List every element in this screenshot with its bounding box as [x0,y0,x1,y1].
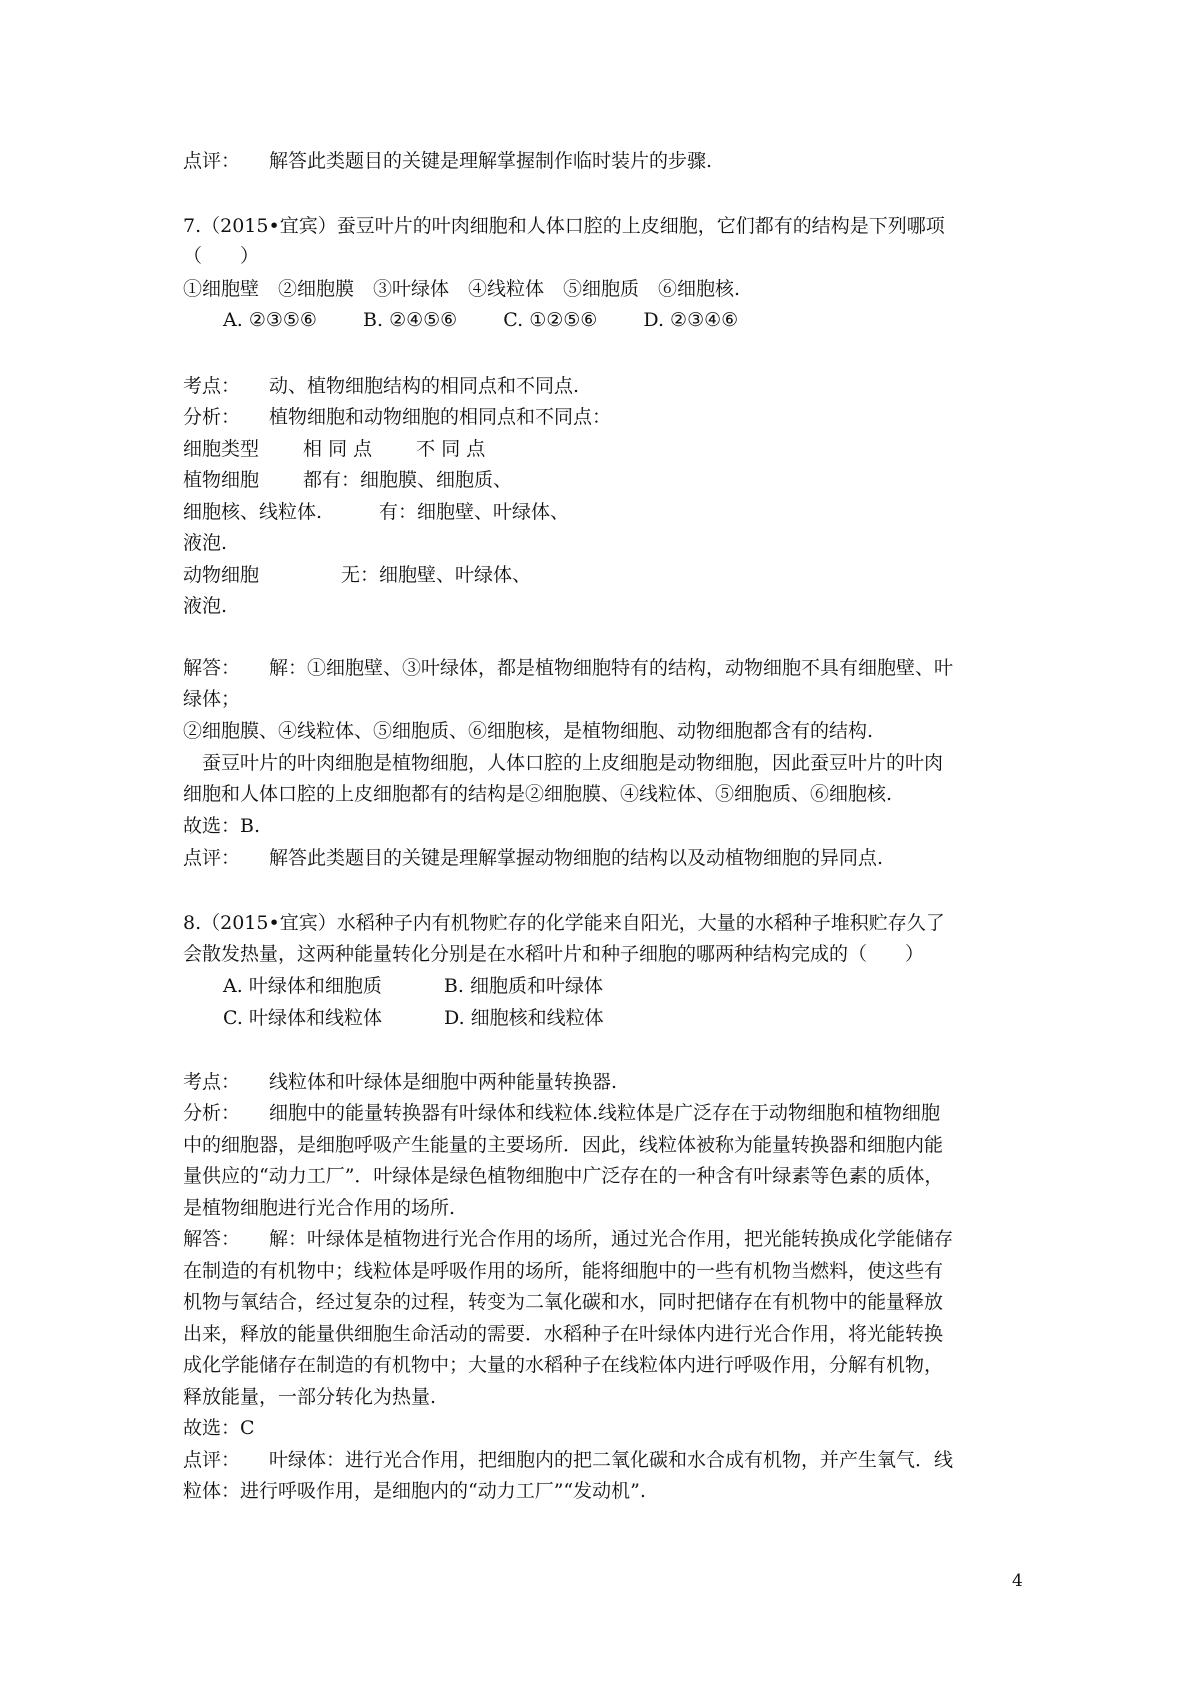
point-text: 线粒体和叶绿体是细胞中两种能量转换器. [269,1071,618,1093]
q7-table-line: 细胞类型 相 同 点 不 同 点 [183,438,486,460]
page-number: 4 [1012,1571,1023,1591]
answer-text: 解：①细胞壁、③叶绿体，都是植物细胞特有的结构，动物细胞不具有细胞壁、叶 [269,657,954,679]
q8-analysis-line: 量供应的“动力工厂”．叶绿体是绿色植物细胞中广泛存在的一种含有叶绿素等色素的质体， [183,1165,944,1187]
q7-answer-line1 [183,655,953,681]
q8-option-a-letter: A. [223,975,243,997]
q8-answer-line: 出来，释放的能量供细胞生命活动的需要．水稻种子在叶绿体内进行光合作用，将光能转换 [183,1323,944,1345]
q8-review-line1 [183,1447,953,1473]
q7-point [183,373,579,399]
q7-option-c-text: ①②⑤⑥ [529,309,598,331]
review-text: 叶绿体：进行光合作用，把细胞内的把二氧化碳和水合成有机物，并产生氧气．线 [269,1449,954,1471]
q7-table-line: 细胞核、线粒体. 有：细胞壁、叶绿体、 [183,501,570,523]
point-label: 考点： [183,1071,241,1093]
q8-answer-line: 释放能量，一部分转化为热量. [183,1386,437,1408]
q8-stem-line1: 8.（2015•宜宾）水稻种子内有机物贮存的化学能来自阳光，大量的水稻种子堆积贮存久了 [183,912,945,934]
q8-option-a-text: 叶绿体和细胞质 [248,975,382,997]
analysis-label: 分析： [183,1102,241,1124]
prev-review [183,148,712,174]
q7-table-line: 液泡. [183,595,228,617]
q7-answer-line: ②细胞膜、④线粒体、⑤细胞质、⑥细胞核，是植物细胞、动物细胞都含有的结构. [183,720,874,742]
q7-table-line: 液泡. [183,532,228,554]
answer-text: 解：叶绿体是植物进行光合作用的场所，通过光合作用，把光能转换成化学能储存 [269,1228,954,1250]
q7-review [183,845,883,871]
analysis-text: 植物细胞和动物细胞的相同点和不同点： [269,406,612,428]
analysis-label: 分析： [183,406,241,428]
review-label: 点评： [183,847,241,869]
q8-option-c-text: 叶绿体和线粒体 [248,1007,382,1029]
q8-answer-line: 机物与氧结合，经过复杂的过程，转变为二氧化碳和水，同时把储存在有机物中的能量释放 [183,1291,944,1313]
q8-answer-line: 成化学能储存在制造的有机物中；大量的水稻种子在线粒体内进行呼吸作用，分解有机物， [183,1354,944,1376]
analysis-text: 细胞中的能量转换器有叶绿体和线粒体.线粒体是广泛存在于动物细胞和植物细胞 [269,1102,941,1124]
q7-option-a-letter: A. [223,309,243,331]
answer-label: 解答： [183,1228,241,1250]
point-text: 动、植物细胞结构的相同点和不同点. [269,375,580,397]
review-label: 点评： [183,1449,241,1471]
review-text: 解答此类题目的关键是理解掌握制作临时装片的步骤. [269,150,713,172]
q8-option-b-letter: B. [443,975,464,997]
q8-option-d-letter: D. [444,1007,465,1029]
q7-analysis [183,404,611,430]
q8-choice: 故选：C [183,1417,255,1439]
q8-analysis-line1 [183,1100,940,1126]
q7-choice: 故选：B. [183,815,261,837]
q7-option-b-letter: B. [363,309,384,331]
q8-stem-line2: 会散发热量，这两种能量转化分别是在水稻叶片和种子细胞的哪两种结构完成的（ ） [183,943,925,965]
q8-review-line: 粒体：进行呼吸作用，是细胞内的“动力工厂”“发动机”. [183,1480,646,1502]
q8-options-row2 [223,1005,604,1031]
q8-option-b-text: 细胞质和叶绿体 [469,975,603,997]
q7-option-d-letter: D. [643,309,664,331]
point-label: 考点： [183,375,241,397]
review-label: 点评： [183,150,241,172]
q7-answer-line: 绿体； [183,688,241,710]
q7-stem-line1: 7.（2015•宜宾）蚕豆叶片的叶肉细胞和人体口腔的上皮细胞，它们都有的结构是下列哪项 [183,215,945,237]
q8-answer-line: 在制造的有机物中；线粒体是呼吸作用的场所，能将细胞中的一些有机物当燃料，使这些有 [183,1260,944,1282]
q8-option-c-letter: C. [223,1007,243,1029]
q7-option-c-letter: C. [503,309,524,331]
q8-analysis-line: 是植物细胞进行光合作用的场所. [183,1197,456,1219]
q7-option-b-text: ②④⑤⑥ [389,309,458,331]
q7-stem-line2: （ ） [183,245,260,267]
q8-point [183,1069,617,1095]
q7-answer-line: 细胞和人体口腔的上皮细胞都有的结构是②细胞膜、④线粒体、⑤细胞质、⑥细胞核. [183,783,893,805]
q7-table-line: 动物细胞 无：细胞壁、叶绿体、 [183,564,532,586]
q7-options [223,307,738,333]
review-text: 解答此类题目的关键是理解掌握动物细胞的结构以及动植物细胞的异同点. [269,847,884,869]
q8-option-d-text: 细胞核和线粒体 [470,1007,604,1029]
q7-items: ①细胞壁 ②细胞膜 ③叶绿体 ④线粒体 ⑤细胞质 ⑥细胞核. [183,278,741,300]
q7-answer-line: 蚕豆叶片的叶肉细胞是植物细胞，人体口腔的上皮细胞是动物细胞，因此蚕豆叶片的叶肉 [183,752,944,774]
q8-options-row1 [223,973,603,999]
answer-label: 解答： [183,657,241,679]
q7-table-line: 植物细胞 都有：细胞膜、细胞质、 [183,469,513,491]
q7-option-a-text: ②③⑤⑥ [248,309,317,331]
q8-analysis-line: 中的细胞器，是细胞呼吸产生能量的主要场所．因此，线粒体被称为能量转换器和细胞内能 [183,1134,944,1156]
q8-answer-line1 [183,1226,953,1252]
q7-option-d-text: ②③④⑥ [670,309,739,331]
